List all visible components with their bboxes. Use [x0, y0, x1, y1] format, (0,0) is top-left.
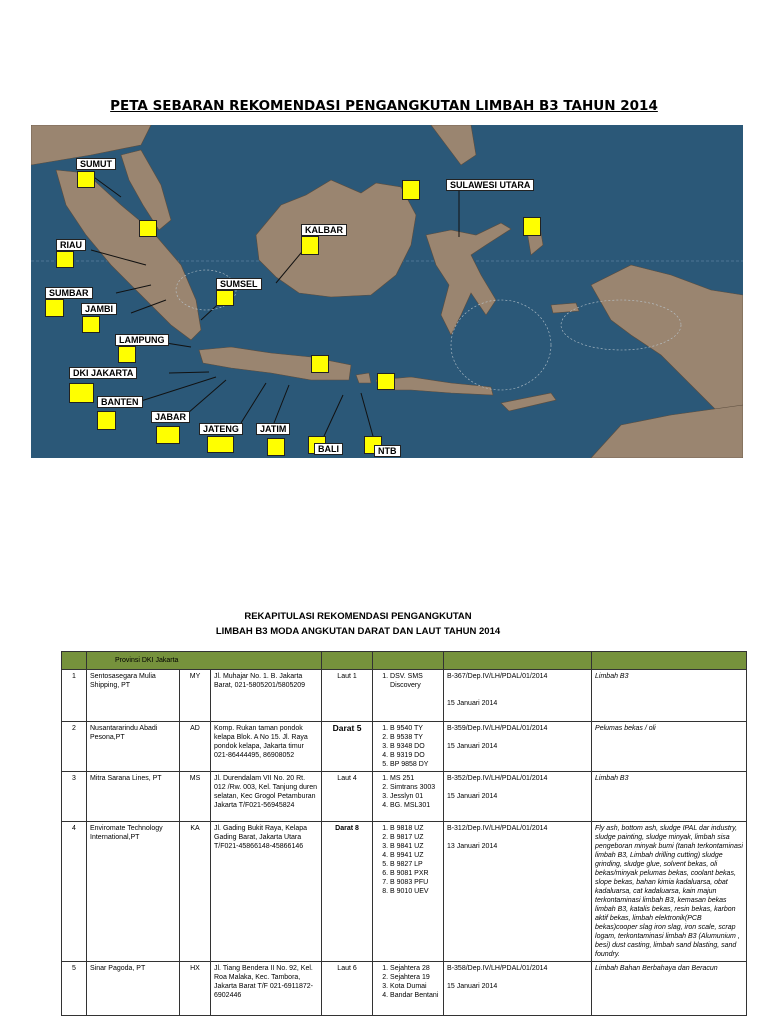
- waste-type: Limbah B3: [592, 772, 747, 822]
- company-code: HX: [180, 962, 211, 1016]
- transport-mode: Laut 1: [322, 670, 373, 722]
- vehicle-ordered-list: [376, 724, 440, 769]
- label-riau: RIAU: [56, 239, 86, 251]
- vehicle-item: 7. B 9083 PFU: [390, 878, 440, 887]
- marker-jateng: [207, 436, 234, 453]
- header-cell-number: [444, 652, 592, 670]
- company-address: Jl. Gading Bukit Raya, Kelapa Gading Barat, Jakarta Utara T/F021-45866148-45866146: [211, 822, 322, 962]
- waste-type: Limbah Bahan Berbahaya dan Beracun: [592, 962, 747, 1016]
- label-banten: BANTEN: [97, 396, 143, 408]
- table-row: [62, 962, 747, 1016]
- marker-sumbar: [45, 299, 64, 317]
- marker-sulut: [523, 217, 541, 236]
- vehicle-item: 1. DSV. SMS Discovery: [390, 672, 440, 690]
- vehicle-list: [373, 822, 444, 962]
- vehicle-item: 5. BP 9858 DY: [390, 760, 440, 769]
- vehicle-list: [373, 772, 444, 822]
- transport-mode: Darat 5: [322, 722, 373, 772]
- label-jatim: JATIM: [256, 423, 290, 435]
- label-sumbar: SUMBAR: [45, 287, 93, 299]
- company-name: Sinar Pagoda, PT: [87, 962, 180, 1016]
- row-number: 3: [62, 772, 87, 822]
- vehicle-item: 2. Sejahtera 19: [390, 973, 440, 982]
- vehicle-item: 4. BG. MSL301: [390, 801, 440, 810]
- vehicle-item: 3. B 9841 UZ: [390, 842, 440, 851]
- table-header-row: [62, 652, 747, 670]
- table-row: [62, 670, 747, 722]
- transport-mode: Laut 4: [322, 772, 373, 822]
- label-ntb: NTB: [374, 445, 401, 457]
- recommendation-ref: B-367/Dep.IV/LH/PDAL/01/2014: [447, 673, 548, 680]
- header-cell-blank: [62, 652, 87, 670]
- marker-jabar: [156, 426, 180, 444]
- vehicle-ordered-list: [376, 672, 440, 690]
- vehicle-ordered-list: [376, 774, 440, 810]
- label-sulut: SULAWESI UTARA: [446, 179, 534, 191]
- vehicle-item: 3. B 9348 DO: [390, 742, 440, 751]
- row-number: 5: [62, 962, 87, 1016]
- transport-mode: Laut 6: [322, 962, 373, 1016]
- marker-dki: [69, 383, 94, 403]
- company-code: KA: [180, 822, 211, 962]
- vehicle-item: 3. Kota Dumai: [390, 982, 440, 991]
- recommendation-number: [444, 772, 592, 822]
- map-graphic: [31, 125, 743, 458]
- vehicle-item: 2. B 9817 UZ: [390, 833, 440, 842]
- marker-riau: [56, 251, 74, 268]
- vehicle-item: 1. B 9818 UZ: [390, 824, 440, 833]
- header-cell-mode: [322, 652, 373, 670]
- recommendation-number: [444, 722, 592, 772]
- marker-banten: [97, 411, 116, 430]
- marker-jambi: [82, 316, 100, 333]
- company-name: Nusantararindu Abadi Pesona,PT: [87, 722, 180, 772]
- recap-title-line2: LIMBAH B3 MODA ANGKUTAN DARAT DAN LAUT TAHUN 2014: [215, 626, 501, 637]
- vehicle-item: 1. B 9540 TY: [390, 724, 440, 733]
- vehicle-item: 4. B 9319 DO: [390, 751, 440, 760]
- label-dki: DKI JAKARTA: [69, 367, 137, 379]
- label-jambi: JAMBI: [81, 303, 117, 315]
- company-code: MS: [180, 772, 211, 822]
- label-bali: BALI: [314, 443, 343, 455]
- header-cell-waste: [592, 652, 747, 670]
- marker-lampung: [118, 346, 136, 363]
- waste-type: Fly ash, bottom ash, sludge IPAL dar industry, sludge painting, sludge minyak, limbah sisa pengeboran minyak bumi (tanah terkontaminasi limbah B3, Limbah drilling cutting) sludge grinding, sludge glue, solvent bekas, oli bekas/minyak pelumas bekas, coolant bekas, slope bekas, bahan kimia kadaluarsa, obat kadaluarsa, cat kadaluarsa, kain majun terkontaminasi limbah B3, kemasan bekas limbah B3, katalis bekas, resin bekas, karbon aktif bekas, limbah elektronik(PCB bekas)cooper slag iron slag, iron scale, scrap logam, terkontaminasi limbah B3 (Alumunium , besi) dust casting, limbah sand blasting, sand foundry.: [592, 822, 747, 962]
- label-sumsel: SUMSEL: [216, 278, 262, 290]
- marker-sumsel: [216, 290, 234, 306]
- company-name: Sentosasegara Mulia Shipping, PT: [87, 670, 180, 722]
- marker-ntb-sea: [377, 373, 395, 390]
- map-title: PETA SEBARAN REKOMENDASI PENGANGKUTAN LIMBAH B3 TAHUN 2014: [110, 98, 658, 114]
- table-row: [62, 822, 747, 962]
- vehicle-list: [373, 722, 444, 772]
- recap-title-line1: REKAPITULASI REKOMENDASI PENGANGKUTAN: [244, 611, 472, 622]
- row-number: 4: [62, 822, 87, 962]
- marker-jatim-sea: [311, 355, 329, 373]
- marker-jatim: [267, 438, 285, 456]
- company-code: MY: [180, 670, 211, 722]
- recommendation-number: [444, 962, 592, 1016]
- vehicle-item: 6. B 9081 PXR: [390, 869, 440, 878]
- recommendation-date: 15 Januari 2014: [447, 793, 498, 800]
- company-address: Jl. Durendalam VII No. 20 Rt. 012 /Rw. 003, Kel. Tanjung duren selatan, Kec Grogol Petamburan Jakarta T/F021-56945824: [211, 772, 322, 822]
- vehicle-item: 1. Sejahtera 28: [390, 964, 440, 973]
- recommendation-number: [444, 822, 592, 962]
- marker-kaltim: [402, 180, 420, 200]
- label-lampung: LAMPUNG: [115, 334, 169, 346]
- vehicle-ordered-list: [376, 824, 440, 896]
- company-address: Komp. Rukan taman pondok kelapa Blok. A No 15. Jl. Raya pondok kelapa, Jakarta timur 021-86444495, 86908052: [211, 722, 322, 772]
- recommendation-number: [444, 670, 592, 722]
- recommendation-date: 15 Januari 2014: [447, 700, 498, 707]
- recommendation-ref: B-358/Dep.IV/LH/PDAL/01/2014: [447, 965, 548, 972]
- vehicle-item: 1. MS 251: [390, 774, 440, 783]
- label-kalbar: KALBAR: [301, 224, 347, 236]
- vehicle-item: 4. Bandar Bentani: [390, 991, 440, 1000]
- indonesia-map: [31, 125, 743, 458]
- recommendation-ref: B-352/Dep.IV/LH/PDAL/01/2014: [447, 775, 548, 782]
- vehicle-item: 2. B 9538 TY: [390, 733, 440, 742]
- company-code: AD: [180, 722, 211, 772]
- header-cell-vehicle: [373, 652, 444, 670]
- vehicle-item: 8. B 9010 UEV: [390, 887, 440, 896]
- province-name: Provinsi DKI Jakarta: [87, 652, 322, 670]
- recommendation-date: 13 Januari 2014: [447, 843, 498, 850]
- company-name: Enviromate Technology International,PT: [87, 822, 180, 962]
- vehicle-list: [373, 670, 444, 722]
- transport-mode: Darat 8: [322, 822, 373, 962]
- label-sumut: SUMUT: [76, 158, 116, 170]
- company-address: Jl. Muhajar No. 1. B. Jakarta Barat, 021-5805201/5805209: [211, 670, 322, 722]
- row-number: 2: [62, 722, 87, 772]
- waste-type: Limbah B3: [592, 670, 747, 722]
- table-row: [62, 772, 747, 822]
- company-address: Jl. Tiang Bendera II No. 92, Kel. Roa Malaka, Kec. Tambora, Jakarta Barat T/F 021-6911872-6902446: [211, 962, 322, 1016]
- recap-table: [61, 651, 747, 1016]
- vehicle-item: 5. B 9827 LP: [390, 860, 440, 869]
- marker-kalbar: [301, 236, 319, 255]
- vehicle-ordered-list: [376, 964, 440, 1000]
- marker-kepri: [139, 220, 157, 237]
- vehicle-item: 3. Jesslyn 01: [390, 792, 440, 801]
- table-row: [62, 722, 747, 772]
- company-name: Mitra Sarana Lines, PT: [87, 772, 180, 822]
- label-jabar: JABAR: [151, 411, 190, 423]
- vehicle-list: [373, 962, 444, 1016]
- vehicle-item: 2. Simtrans 3003: [390, 783, 440, 792]
- recommendation-date: 15 Januari 2014: [447, 743, 498, 750]
- recommendation-date: 15 Januari 2014: [447, 983, 498, 990]
- vehicle-item: 4. B 9941 UZ: [390, 851, 440, 860]
- row-number: 1: [62, 670, 87, 722]
- marker-sumut: [77, 171, 95, 188]
- recommendation-ref: B-359/Dep.IV/LH/PDAL/01/2014: [447, 725, 548, 732]
- waste-type: Pelumas bekas / oli: [592, 722, 747, 772]
- recommendation-ref: B-312/Dep.IV/LH/PDAL/01/2014: [447, 825, 548, 832]
- label-jateng: JATENG: [199, 423, 243, 435]
